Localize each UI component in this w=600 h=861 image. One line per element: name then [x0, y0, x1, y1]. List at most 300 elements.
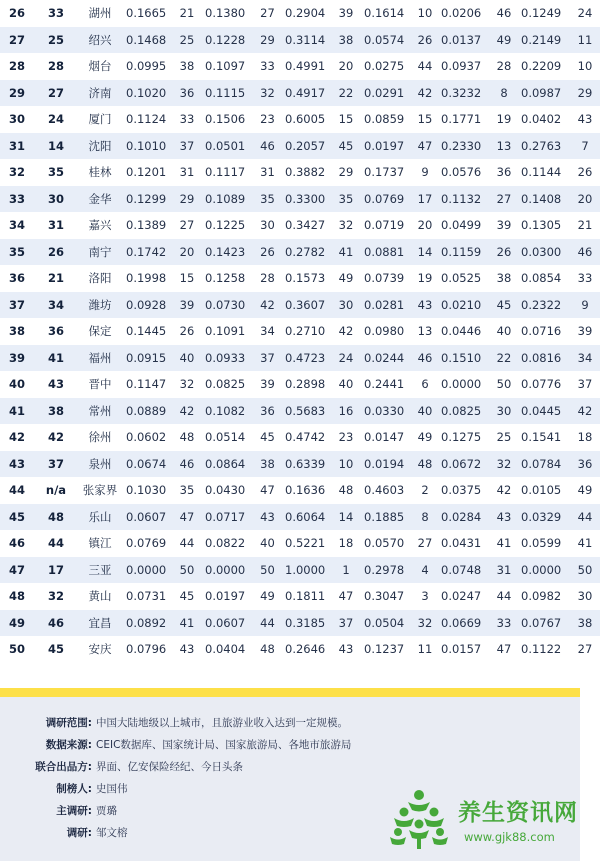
cell-rank-5: 30 — [491, 398, 517, 425]
cell-rank-6: 38 — [570, 610, 600, 637]
cell-rank-4: 17 — [413, 186, 437, 213]
cell-score-1: 0.1665 — [122, 0, 173, 27]
cell-rank-4: 32 — [413, 610, 437, 637]
cell-score-3: 0.4723 — [281, 345, 332, 372]
cell-rank-1: 37 — [173, 133, 201, 160]
cell-rank-3: 45 — [332, 133, 360, 160]
cell-rank-1: 27 — [173, 212, 201, 239]
cell-score-5: 0.0672 — [437, 451, 491, 478]
cell-score-1: 0.0000 — [122, 557, 173, 584]
cell-city: 南宁 — [78, 239, 122, 266]
cell-rank-5: 41 — [491, 530, 517, 557]
cell-score-4: 0.0881 — [360, 239, 413, 266]
cell-score-2: 0.1115 — [201, 80, 254, 107]
cell-rank-5: 49 — [491, 27, 517, 54]
cell-score-1: 0.1468 — [122, 27, 173, 54]
cell-score-4: 0.0739 — [360, 265, 413, 292]
cell-rank-2: 30 — [254, 212, 281, 239]
cell-rank-1: 35 — [173, 477, 201, 504]
cell-rank-3: 40 — [332, 371, 360, 398]
cell-rank-6: 33 — [570, 265, 600, 292]
cell-rank-3: 30 — [332, 292, 360, 319]
cell-score-2: 0.0730 — [201, 292, 254, 319]
cell-rank: 46 — [0, 530, 34, 557]
cell-rank-6: 30 — [570, 583, 600, 610]
cell-score-1: 0.1445 — [122, 318, 173, 345]
cell-score-3: 0.2710 — [281, 318, 332, 345]
table-row — [0, 398, 600, 425]
cell-city: 福州 — [78, 345, 122, 372]
table-row — [0, 345, 600, 372]
cell-prev-rank: 31 — [34, 212, 78, 239]
cell-rank-1: 20 — [173, 239, 201, 266]
cell-score-5: 0.0284 — [437, 504, 491, 531]
cell-score-6: 0.0982 — [517, 583, 570, 610]
table-row — [0, 0, 600, 27]
cell-score-4: 0.2441 — [360, 371, 413, 398]
cell-rank: 48 — [0, 583, 34, 610]
cell-rank-6: 29 — [570, 80, 600, 107]
cell-score-6: 0.1541 — [517, 424, 570, 451]
cell-rank-1: 43 — [173, 636, 201, 663]
cell-rank: 26 — [0, 0, 34, 27]
cell-prev-rank: 25 — [34, 27, 78, 54]
watermark-logo[interactable] — [388, 788, 576, 854]
cell-city: 洛阳 — [78, 265, 122, 292]
cell-rank-4: 26 — [413, 27, 437, 54]
cell-rank-3: 14 — [332, 504, 360, 531]
cell-rank-1: 39 — [173, 292, 201, 319]
cell-prev-rank: 26 — [34, 239, 78, 266]
cell-score-2: 0.1380 — [201, 0, 254, 27]
cell-rank-5: 25 — [491, 424, 517, 451]
cell-score-6: 0.1122 — [517, 636, 570, 663]
cell-rank-6: 9 — [570, 292, 600, 319]
cell-score-1: 0.0892 — [122, 610, 173, 637]
cell-rank-3: 24 — [332, 345, 360, 372]
cell-city: 宜昌 — [78, 610, 122, 637]
cell-rank: 32 — [0, 159, 34, 186]
cell-score-3: 0.6005 — [281, 106, 332, 133]
cell-rank-2: 26 — [254, 239, 281, 266]
cell-rank-2: 36 — [254, 398, 281, 425]
cell-score-4: 0.2978 — [360, 557, 413, 584]
cell-rank-6: 49 — [570, 477, 600, 504]
cell-rank-2: 32 — [254, 80, 281, 107]
cell-rank-1: 15 — [173, 265, 201, 292]
cell-score-3: 0.2904 — [281, 0, 332, 27]
cell-rank-6: 24 — [570, 0, 600, 27]
credit-value: 中国大陆地级以上城市，且旅游业收入达到一定规模。 — [96, 717, 348, 729]
credit-label: 主调研: — [56, 805, 92, 817]
cell-rank: 49 — [0, 610, 34, 637]
cell-rank-4: 27 — [413, 530, 437, 557]
cell-rank-2: 31 — [254, 159, 281, 186]
cell-rank-4: 13 — [413, 318, 437, 345]
cell-score-3: 0.2646 — [281, 636, 332, 663]
cell-rank-4: 4 — [413, 557, 437, 584]
cell-score-1: 0.1124 — [122, 106, 173, 133]
cell-city: 三亚 — [78, 557, 122, 584]
cell-rank-6: 11 — [570, 27, 600, 54]
cell-rank-4: 47 — [413, 133, 437, 160]
cell-rank-3: 43 — [332, 636, 360, 663]
cell-score-4: 0.1614 — [360, 0, 413, 27]
cell-score-2: 0.0825 — [201, 371, 254, 398]
cell-rank: 28 — [0, 53, 34, 80]
cell-rank-1: 48 — [173, 424, 201, 451]
cell-score-5: 0.3232 — [437, 80, 491, 107]
cell-rank-2: 43 — [254, 504, 281, 531]
cell-score-4: 0.1237 — [360, 636, 413, 663]
cell-rank-4: 14 — [413, 239, 437, 266]
cell-rank-3: 10 — [332, 451, 360, 478]
cell-rank-4: 9 — [413, 159, 437, 186]
cell-score-5: 0.0748 — [437, 557, 491, 584]
cell-rank-3: 47 — [332, 583, 360, 610]
cell-rank-1: 42 — [173, 398, 201, 425]
cell-score-2: 0.0864 — [201, 451, 254, 478]
cell-score-4: 0.0197 — [360, 133, 413, 160]
cell-rank-1: 44 — [173, 530, 201, 557]
cell-rank-5: 39 — [491, 212, 517, 239]
cell-rank-1: 21 — [173, 0, 201, 27]
cell-score-4: 0.0769 — [360, 186, 413, 213]
cell-score-4: 0.0194 — [360, 451, 413, 478]
cell-rank-5: 43 — [491, 504, 517, 531]
cell-rank-5: 19 — [491, 106, 517, 133]
cell-score-1: 0.1020 — [122, 80, 173, 107]
cell-score-5: 0.0499 — [437, 212, 491, 239]
cell-score-3: 0.2057 — [281, 133, 332, 160]
cell-rank-3: 49 — [332, 265, 360, 292]
cell-score-6: 0.2322 — [517, 292, 570, 319]
credit-value: 史国伟 — [96, 783, 128, 795]
credit-value: CEIC数据库、国家统计局、国家旅游局、各地市旅游局 — [96, 739, 352, 751]
table-row — [0, 557, 600, 584]
table-row — [0, 212, 600, 239]
credit-row-source — [0, 737, 580, 755]
cell-city: 沈阳 — [78, 133, 122, 160]
cell-city: 湖州 — [78, 0, 122, 27]
cell-rank-5: 40 — [491, 318, 517, 345]
credit-label: 数据来源: — [45, 739, 92, 751]
cell-rank: 47 — [0, 557, 34, 584]
cell-score-2: 0.1091 — [201, 318, 254, 345]
table-row — [0, 424, 600, 451]
cell-prev-rank: 48 — [34, 504, 78, 531]
cell-prev-rank: 38 — [34, 398, 78, 425]
cell-score-3: 0.4742 — [281, 424, 332, 451]
cell-rank-1: 40 — [173, 345, 201, 372]
cell-city: 晋中 — [78, 371, 122, 398]
cell-rank-1: 50 — [173, 557, 201, 584]
cell-score-2: 0.1097 — [201, 53, 254, 80]
cell-rank-6: 42 — [570, 398, 600, 425]
cell-prev-rank: 36 — [34, 318, 78, 345]
cell-rank-6: 7 — [570, 133, 600, 160]
cell-rank-2: 34 — [254, 318, 281, 345]
cell-rank-6: 44 — [570, 504, 600, 531]
table-row — [0, 186, 600, 213]
table-row — [0, 451, 600, 478]
cell-prev-rank: 30 — [34, 186, 78, 213]
cell-score-4: 0.0147 — [360, 424, 413, 451]
cell-rank-4: 46 — [413, 345, 437, 372]
cell-rank: 41 — [0, 398, 34, 425]
cell-city: 保定 — [78, 318, 122, 345]
cell-rank-5: 38 — [491, 265, 517, 292]
cell-rank-1: 31 — [173, 159, 201, 186]
cell-rank-2: 47 — [254, 477, 281, 504]
table-row — [0, 583, 600, 610]
cell-rank: 36 — [0, 265, 34, 292]
cell-rank-3: 35 — [332, 186, 360, 213]
cell-rank-6: 26 — [570, 159, 600, 186]
cell-score-3: 0.4991 — [281, 53, 332, 80]
cell-rank-5: 46 — [491, 0, 517, 27]
cell-city: 黄山 — [78, 583, 122, 610]
table-row — [0, 292, 600, 319]
cell-score-5: 0.1132 — [437, 186, 491, 213]
cell-score-3: 0.3185 — [281, 610, 332, 637]
credit-value: 邹文榕 — [96, 827, 128, 839]
cell-rank-2: 46 — [254, 133, 281, 160]
cell-score-1: 0.1147 — [122, 371, 173, 398]
cell-score-2: 0.0822 — [201, 530, 254, 557]
cell-rank-6: 34 — [570, 345, 600, 372]
cell-score-6: 0.2209 — [517, 53, 570, 80]
cell-rank-2: 29 — [254, 27, 281, 54]
cell-score-1: 0.1742 — [122, 239, 173, 266]
cell-rank-4: 20 — [413, 212, 437, 239]
cell-score-5: 0.0206 — [437, 0, 491, 27]
cell-score-2: 0.0514 — [201, 424, 254, 451]
cell-score-4: 0.0859 — [360, 106, 413, 133]
cell-score-5: 0.0446 — [437, 318, 491, 345]
table-row — [0, 477, 600, 504]
credit-row-scope — [0, 715, 580, 733]
cell-rank-4: 19 — [413, 265, 437, 292]
cell-score-4: 0.0275 — [360, 53, 413, 80]
cell-score-3: 0.3607 — [281, 292, 332, 319]
cell-score-6: 0.2149 — [517, 27, 570, 54]
cell-rank-2: 44 — [254, 610, 281, 637]
cell-score-3: 0.5221 — [281, 530, 332, 557]
cell-city: 安庆 — [78, 636, 122, 663]
cell-score-2: 0.1117 — [201, 159, 254, 186]
cell-prev-rank: 27 — [34, 80, 78, 107]
cell-score-3: 0.3300 — [281, 186, 332, 213]
table-row — [0, 159, 600, 186]
cell-score-2: 0.0717 — [201, 504, 254, 531]
cell-score-6: 0.0599 — [517, 530, 570, 557]
cell-city: 济南 — [78, 80, 122, 107]
cell-city: 潍坊 — [78, 292, 122, 319]
cell-rank-1: 25 — [173, 27, 201, 54]
cell-rank: 31 — [0, 133, 34, 160]
cell-score-5: 0.2330 — [437, 133, 491, 160]
cell-rank-2: 37 — [254, 345, 281, 372]
cell-rank-4: 43 — [413, 292, 437, 319]
cell-rank-6: 36 — [570, 451, 600, 478]
cell-rank: 29 — [0, 80, 34, 107]
cell-score-2: 0.1258 — [201, 265, 254, 292]
cell-score-6: 0.0300 — [517, 239, 570, 266]
cell-rank-1: 46 — [173, 451, 201, 478]
cell-city: 桂林 — [78, 159, 122, 186]
cell-score-6: 0.0445 — [517, 398, 570, 425]
cell-rank: 30 — [0, 106, 34, 133]
table-row — [0, 106, 600, 133]
cell-rank-6: 39 — [570, 318, 600, 345]
cell-rank-2: 27 — [254, 0, 281, 27]
table-row — [0, 27, 600, 54]
cell-score-2: 0.0933 — [201, 345, 254, 372]
people-tree-logo-icon — [388, 788, 450, 850]
cell-score-5: 0.0210 — [437, 292, 491, 319]
cell-rank-3: 48 — [332, 477, 360, 504]
cell-rank-5: 42 — [491, 477, 517, 504]
cell-score-2: 0.0404 — [201, 636, 254, 663]
cell-rank-4: 2 — [413, 477, 437, 504]
table-row — [0, 504, 600, 531]
cell-rank-5: 47 — [491, 636, 517, 663]
cell-city: 绍兴 — [78, 27, 122, 54]
cell-rank-5: 28 — [491, 53, 517, 80]
cell-score-3: 0.2782 — [281, 239, 332, 266]
cell-rank-4: 6 — [413, 371, 437, 398]
cell-score-1: 0.1030 — [122, 477, 173, 504]
cell-prev-rank: 37 — [34, 451, 78, 478]
cell-rank-6: 21 — [570, 212, 600, 239]
yellow-divider-band — [0, 688, 580, 697]
cell-prev-rank: 41 — [34, 345, 78, 372]
cell-rank-1: 36 — [173, 80, 201, 107]
cell-rank-4: 8 — [413, 504, 437, 531]
cell-rank-6: 46 — [570, 239, 600, 266]
cell-rank: 40 — [0, 371, 34, 398]
cell-city: 金华 — [78, 186, 122, 213]
cell-score-2: 0.1506 — [201, 106, 254, 133]
cell-rank-6: 43 — [570, 106, 600, 133]
cell-rank: 44 — [0, 477, 34, 504]
cell-rank: 34 — [0, 212, 34, 239]
cell-rank-2: 35 — [254, 186, 281, 213]
cell-rank-3: 20 — [332, 53, 360, 80]
cell-rank: 50 — [0, 636, 34, 663]
cell-rank-5: 26 — [491, 239, 517, 266]
cell-rank-4: 42 — [413, 80, 437, 107]
cell-score-4: 0.0504 — [360, 610, 413, 637]
cell-score-3: 0.2898 — [281, 371, 332, 398]
cell-rank-3: 15 — [332, 106, 360, 133]
cell-score-4: 0.1737 — [360, 159, 413, 186]
cell-rank-5: 31 — [491, 557, 517, 584]
cell-rank-5: 32 — [491, 451, 517, 478]
cell-rank: 33 — [0, 186, 34, 213]
cell-score-5: 0.1771 — [437, 106, 491, 133]
table-row — [0, 239, 600, 266]
cell-score-5: 0.1275 — [437, 424, 491, 451]
cell-score-6: 0.2763 — [517, 133, 570, 160]
cell-score-1: 0.1299 — [122, 186, 173, 213]
cell-prev-rank: 35 — [34, 159, 78, 186]
cell-rank-3: 29 — [332, 159, 360, 186]
cell-rank-1: 41 — [173, 610, 201, 637]
cell-rank: 38 — [0, 318, 34, 345]
cell-score-2: 0.0501 — [201, 133, 254, 160]
cell-city: 厦门 — [78, 106, 122, 133]
cell-score-3: 0.6339 — [281, 451, 332, 478]
cell-prev-rank: 45 — [34, 636, 78, 663]
cell-score-1: 0.0769 — [122, 530, 173, 557]
cell-score-1: 0.0674 — [122, 451, 173, 478]
cell-prev-rank: 24 — [34, 106, 78, 133]
cell-rank-5: 44 — [491, 583, 517, 610]
cell-rank: 45 — [0, 504, 34, 531]
cell-score-6: 0.1305 — [517, 212, 570, 239]
cell-prev-rank: 43 — [34, 371, 78, 398]
cell-score-6: 0.0402 — [517, 106, 570, 133]
cell-rank-2: 23 — [254, 106, 281, 133]
cell-score-1: 0.0607 — [122, 504, 173, 531]
cell-rank-3: 1 — [332, 557, 360, 584]
cell-rank-5: 27 — [491, 186, 517, 213]
cell-score-1: 0.0915 — [122, 345, 173, 372]
cell-city: 嘉兴 — [78, 212, 122, 239]
cell-rank-2: 50 — [254, 557, 281, 584]
cell-score-4: 0.3047 — [360, 583, 413, 610]
cell-rank: 43 — [0, 451, 34, 478]
cell-prev-rank: 28 — [34, 53, 78, 80]
cell-score-3: 0.3114 — [281, 27, 332, 54]
cell-score-2: 0.1089 — [201, 186, 254, 213]
cell-rank-2: 39 — [254, 371, 281, 398]
table-row — [0, 80, 600, 107]
cell-score-3: 0.5683 — [281, 398, 332, 425]
cell-rank: 37 — [0, 292, 34, 319]
cell-score-6: 0.1144 — [517, 159, 570, 186]
table-row — [0, 371, 600, 398]
table-row — [0, 530, 600, 557]
cell-rank-2: 48 — [254, 636, 281, 663]
cell-score-1: 0.0995 — [122, 53, 173, 80]
cell-score-1: 0.0796 — [122, 636, 173, 663]
cell-rank-4: 11 — [413, 636, 437, 663]
cell-score-5: 0.1159 — [437, 239, 491, 266]
cell-score-3: 0.3882 — [281, 159, 332, 186]
credit-label: 调研: — [66, 827, 92, 839]
cell-prev-rank: 21 — [34, 265, 78, 292]
cell-score-1: 0.1389 — [122, 212, 173, 239]
cell-rank-3: 39 — [332, 0, 360, 27]
cell-score-2: 0.1225 — [201, 212, 254, 239]
cell-rank-6: 27 — [570, 636, 600, 663]
cell-rank-4: 48 — [413, 451, 437, 478]
cell-rank-1: 38 — [173, 53, 201, 80]
cell-rank: 39 — [0, 345, 34, 372]
cell-score-4: 0.1885 — [360, 504, 413, 531]
cell-score-6: 0.0776 — [517, 371, 570, 398]
watermark-site-name: 养生资讯网 — [458, 800, 578, 826]
cell-rank-1: 29 — [173, 186, 201, 213]
cell-score-2: 0.1228 — [201, 27, 254, 54]
cell-rank-3: 32 — [332, 212, 360, 239]
cell-score-4: 0.0570 — [360, 530, 413, 557]
cell-prev-rank: 17 — [34, 557, 78, 584]
cell-score-6: 0.0105 — [517, 477, 570, 504]
